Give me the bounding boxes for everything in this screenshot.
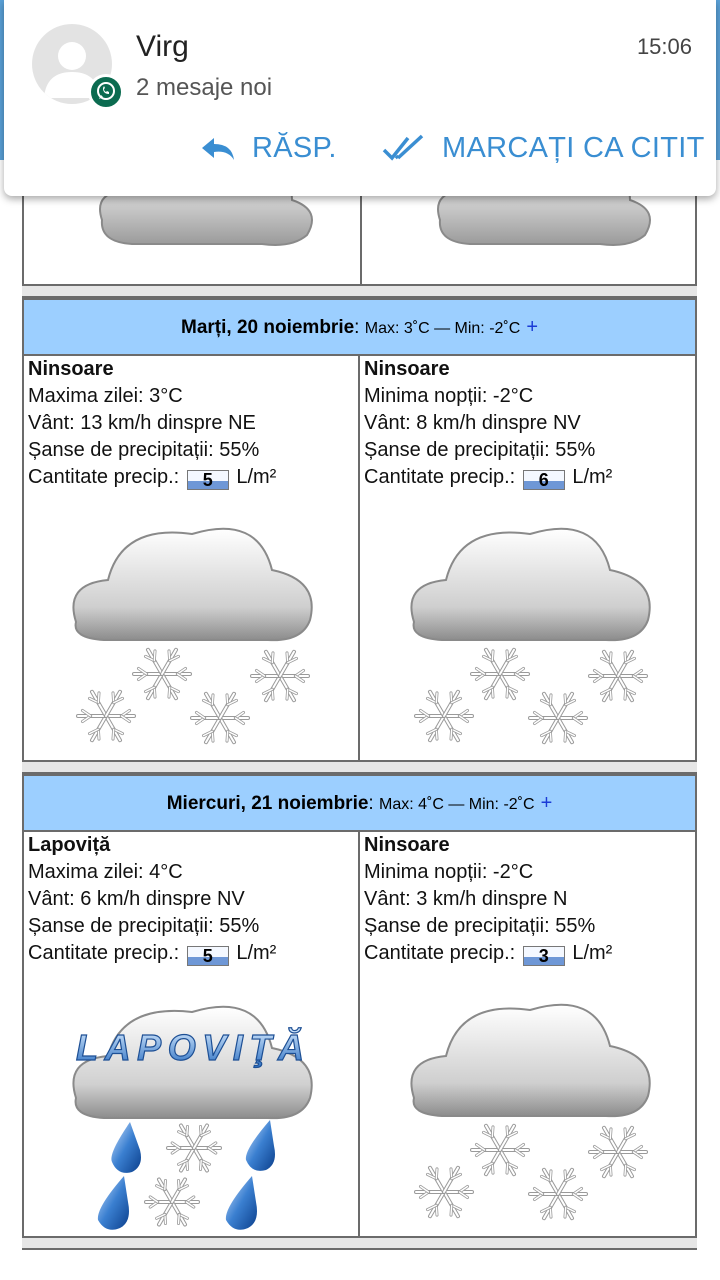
day-header: Miercuri, 21 noiembrie: Max: 4˚C — Min: -2˚C +	[22, 774, 697, 832]
sleet-cloud-icon	[62, 986, 322, 1234]
precip-qty-label: Cantitate precip.:	[364, 466, 516, 488]
precip-qty-label: Cantitate precip.:	[28, 942, 180, 964]
raindrop-icon	[98, 1176, 129, 1230]
notification-time: 15:06	[636, 34, 692, 59]
snowflake-icon	[530, 1170, 586, 1218]
mark-read-button[interactable]	[382, 132, 705, 165]
wind-text: Vânt: 3 km/h dinspre N	[364, 888, 568, 910]
snowflake-icon	[530, 694, 586, 742]
condition-title: Ninsoare	[364, 834, 450, 856]
wind-text: Vânt: 8 km/h dinspre NV	[364, 412, 581, 434]
row-separator	[22, 284, 697, 298]
sleet-label-text: LAPOVIŢĂ	[76, 1027, 304, 1068]
snowflake-icon	[192, 694, 248, 742]
snowflake-icon	[590, 652, 646, 700]
expand-plus-icon[interactable]: +	[540, 792, 553, 814]
snowflake-icon	[472, 1126, 528, 1174]
precip-qty-value: 5	[187, 470, 229, 490]
reply-label: RĂSP.	[252, 132, 337, 164]
snowflake-icon	[168, 1126, 220, 1171]
temperature-text: Minima nopții: -2°C	[364, 385, 534, 407]
condition-title: Ninsoare	[28, 358, 114, 380]
wind-text: Vânt: 6 km/h dinspre NV	[28, 888, 245, 910]
snowflake-icon	[134, 650, 190, 698]
precip-qty-value: 3	[523, 946, 565, 966]
precip-qty-unit: L/m²	[572, 942, 613, 964]
snowflake-icon	[78, 692, 134, 740]
day-date: Miercuri, 21 noiembrie	[166, 793, 369, 814]
precip-chance-text: Șanse de precipitații: 55%	[28, 915, 260, 937]
precip-qty-unit: L/m²	[236, 942, 277, 964]
temperature-text: Minima nopții: -2°C	[364, 861, 534, 883]
reply-icon	[200, 134, 236, 164]
row-separator	[22, 760, 697, 774]
condition-title: Ninsoare	[364, 358, 450, 380]
snowflake-icon	[416, 692, 472, 740]
day-header: Marți, 20 noiembrie: Max: 3˚C — Min: -2˚C +	[22, 298, 697, 356]
snow-cloud-icon	[62, 510, 322, 756]
mark-read-label: MARCAȚI CA CITIT	[442, 132, 705, 164]
row-separator	[22, 1236, 697, 1250]
day-date: Marți, 20 noiembrie	[181, 317, 355, 338]
precip-chance-text: Șanse de precipitații: 55%	[28, 439, 260, 461]
raindrop-icon	[246, 1120, 275, 1171]
precip-qty-unit: L/m²	[572, 466, 613, 488]
precip-chance-text: Șanse de precipitații: 55%	[364, 439, 596, 461]
snowflake-icon	[590, 1128, 646, 1176]
precip-qty-label: Cantitate precip.:	[364, 942, 516, 964]
temperature-text: Maxima zilei: 4°C	[28, 861, 183, 883]
precip-chance-text: Șanse de precipitații: 55%	[364, 915, 596, 937]
precip-qty-value: 6	[523, 470, 565, 490]
precip-qty-unit: L/m²	[236, 466, 277, 488]
snowflake-icon	[146, 1180, 198, 1225]
raindrop-icon	[226, 1176, 257, 1230]
precip-qty-value: 5	[187, 946, 229, 966]
double-check-icon	[382, 134, 426, 164]
snowflake-icon	[472, 650, 528, 698]
reply-button[interactable]	[200, 132, 337, 165]
wind-text: Vânt: 13 km/h dinspre NE	[28, 412, 256, 434]
temperature-text: Maxima zilei: 3°C	[28, 385, 183, 407]
precip-qty-label: Cantitate precip.:	[28, 466, 180, 488]
sender-name: Virg	[136, 30, 189, 63]
day-minmax: Max: 4˚C — Min: -2˚C	[378, 796, 535, 813]
day-minmax: Max: 3˚C — Min: -2˚C	[364, 320, 521, 337]
whatsapp-icon	[88, 74, 124, 110]
snowflake-icon	[416, 1168, 472, 1216]
snowflake-icon	[252, 652, 308, 700]
condition-title: Lapoviță	[28, 834, 111, 856]
message-count: 2 mesaje noi	[136, 74, 273, 101]
raindrop-icon	[111, 1122, 141, 1173]
expand-plus-icon[interactable]: +	[526, 316, 538, 338]
snow-cloud-icon	[400, 510, 660, 756]
whatsapp-notification[interactable]	[4, 0, 716, 196]
snow-cloud-icon	[400, 986, 660, 1234]
